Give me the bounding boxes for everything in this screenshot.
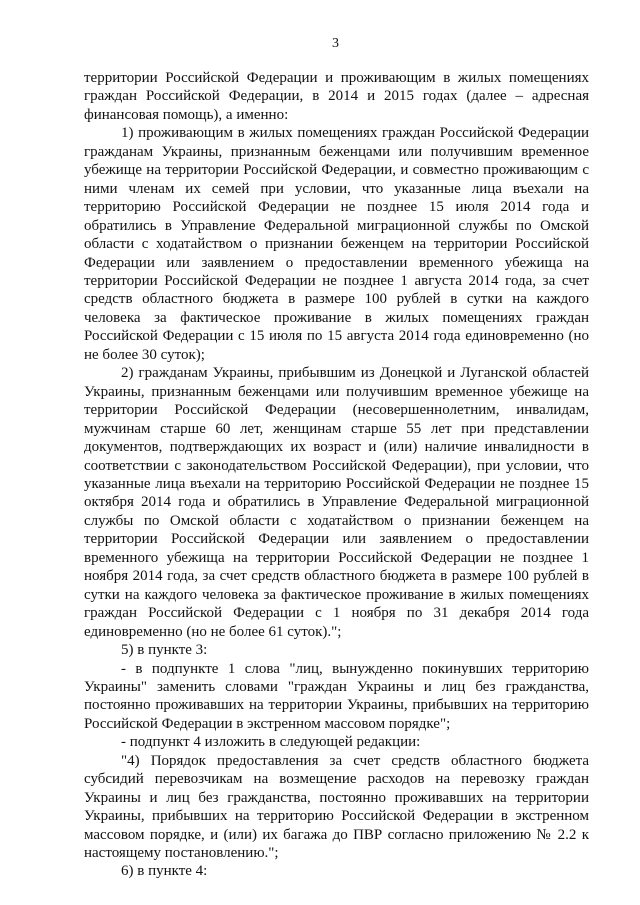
document-body [84,69,589,881]
paragraph-item-2: 2) гражданам Украины, прибывшим из Донецкой и Луганской областей Украины, признанным беженцами или получившим временное убежище на территории Российской Федерации (несовершеннолетним, инвалидам, мужчинам старше 60 лет, женщинам старше 55 лет при представлении документов, подтверждающих их возраст и (или) наличие инвалидности в соответствии с законодательством Российской Федерации), при условии, что указанные лица въехали на территорию Российской Федерации не позднее 15 октября 2014 года и обратились в Управление Федеральной миграционной службы по Омской области с ходатайством о признании беженцем на территории Российской Федерации или заявлением о предоставлении временного убежища на территории Российской Федерации не позднее 1 ноября 2014 года, за счет средств областного бюджета в размере 100 рублей в сутки на каждого человека за фактическое проживание в жилых помещениях граждан Российской Федерации с 1 ноября по 31 декабря 2014 года единовременно (но не более 61 суток)."; [84,365,589,640]
paragraph-item-1: 1) проживающим в жилых помещениях граждан Российской Федерации гражданам Украины, признанным беженцами или получившим временное убежище на территории Российской Федерации, и совместно проживающим с ними членам их семей при условии, что указанные лица въехали на территорию Российской Федерации не позднее 15 июля 2014 года и обратились в Управление Федеральной миграционной службы по Омской области с ходатайством о признании беженцем на территории Российской Федерации или заявлением о предоставлении временного убежища на территории Российской Федерации не позднее 1 августа 2014 года, за счет средств областного бюджета в размере 100 рублей в сутки на каждого человека за фактическое проживание в жилых помещениях граждан Российской Федерации с 15 июля по 15 августа 2014 года единовременно (но не более 30 суток); [84,125,589,363]
paragraph-item-5: 5) в пункте 3: [121,642,208,659]
paragraph-continuation: территории Российской Федерации и проживающим в жилых помещениях граждан Российской Федерации, в 2014 и 2015 годах (далее – адресная финансовая помощь), а именно: [84,70,589,123]
paragraph-subitem-4-intro: - подпункт 4 изложить в следующей редакции: [121,734,421,751]
paragraph-subitem-4-text: "4) Порядок предоставления за счет средств областного бюджета субсидий перевозчикам на возмещение расходов на перевозку граждан Украины и лиц без гражданства, постоянно проживавших на территории Украины, прибывших на территорию Российской Федерации в экстренном массовом порядке, и (или) их багажа до ПВР согласно приложению № 2.2 к настоящему постановлению."; [84,752,589,862]
paragraph-subitem-1-replacement: - в подпункте 1 слова "лиц, вынужденно покинувших территорию Украины" заменить словами "граждан Украины и лиц без гражданства, постоянно проживавших на территории Украины, прибывших на территорию Российской Федерации в экстренном массовом порядке"; [84,660,589,732]
page-number: 3 [332,36,339,51]
paragraph-item-6: 6) в пункте 4: [121,863,208,880]
